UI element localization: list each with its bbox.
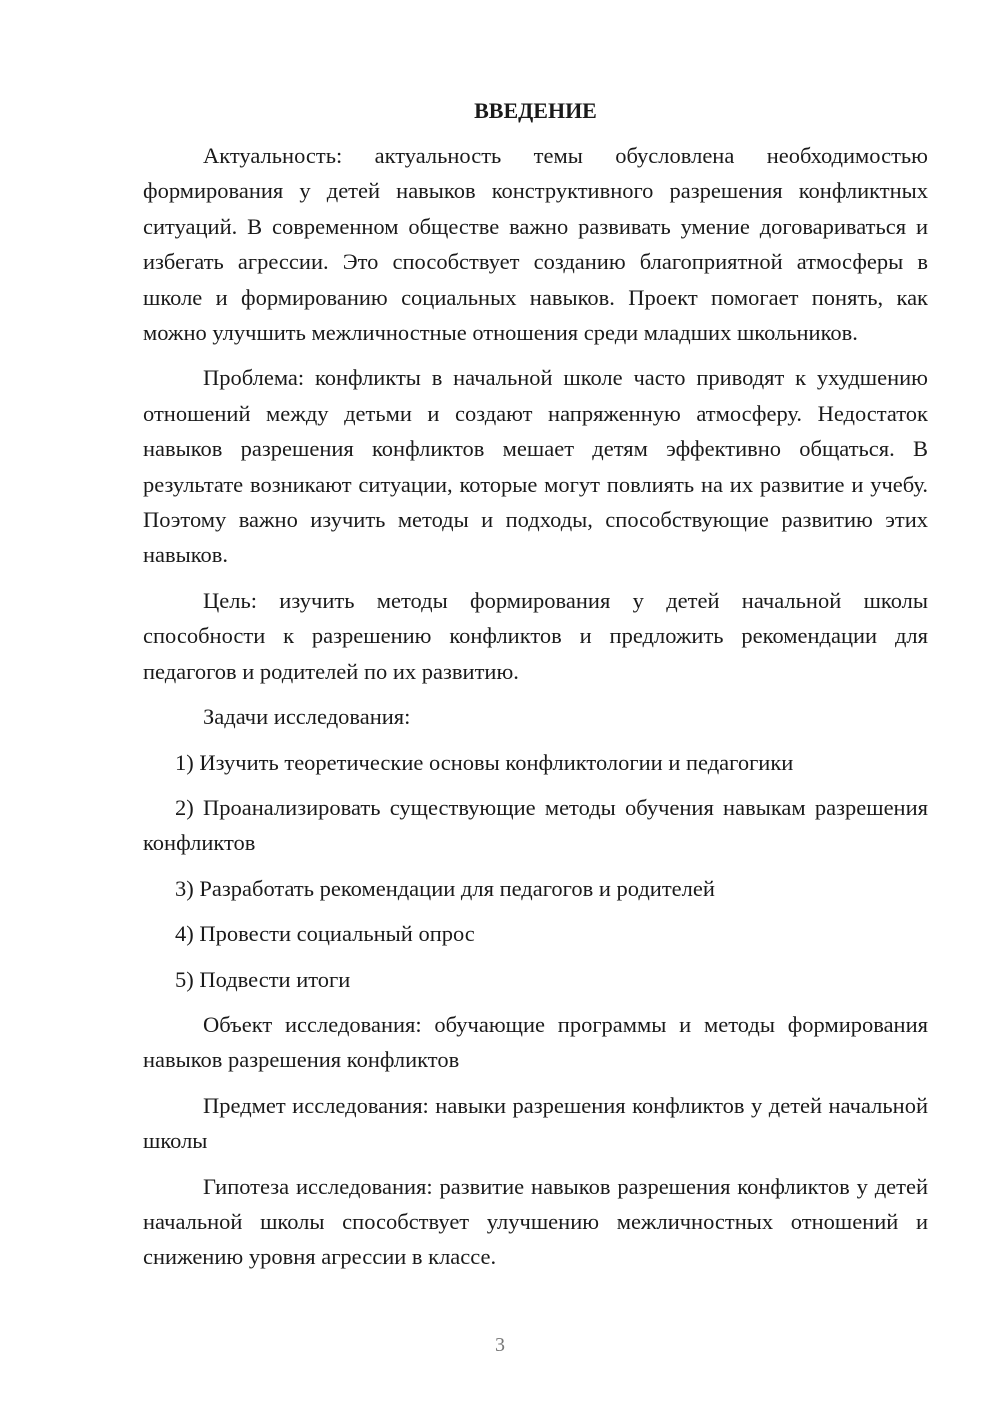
- task-item: 5) Подвести итоги: [175, 966, 351, 992]
- page-number: 3: [495, 1334, 505, 1356]
- relevance-paragraph: Актуальность: актуальность темы обусловлена необходимостью формирования у детей навыков конструктивного разрешения конфликтных ситуаций. В современном обществе важно развивать умение договариваться и избегать агрессии. Это способствует созданию благоприятной атмосферы в школе и формированию социальных навыков. Проект помогает понять, как можно улучшить межличностные отношения среди младших школьников.: [143, 143, 928, 346]
- task-item: 2) Проанализировать существующие методы обучения навыкам разрешения конфликтов: [143, 794, 928, 856]
- problem-paragraph: Проблема: конфликты в начальной школе часто приводят к ухудшению отношений между детьми и создают напряженную атмосферу. Недостаток навыков разрешения конфликтов мешает детям эффективно общаться. В результате возникают ситуации, которые могут повлиять на их развитие и учебу. Поэтому важно изучить методы и подходы, способствующие развитию этих навыков.: [143, 365, 928, 568]
- object-paragraph: Объект исследования: обучающие программы и методы формирования навыков разрешения конфликтов: [143, 1011, 928, 1073]
- document-page: [143, 96, 928, 1285]
- task-item: 4) Провести социальный опрос: [175, 921, 475, 947]
- task-item: 1) Изучить теоретические основы конфликтологии и педагогики: [175, 749, 794, 775]
- tasks-heading: Задачи исследования:: [203, 704, 411, 730]
- section-title: ВВЕДЕНИЕ: [474, 98, 597, 123]
- subject-paragraph: Предмет исследования: навыки разрешения конфликтов у детей начальной школы: [143, 1092, 928, 1154]
- goal-paragraph: Цель: изучить методы формирования у детей начальной школы способности к разрешению конфликтов и предложить рекомендации для педагогов и родителей по их развитию.: [143, 587, 928, 684]
- tasks-list: [143, 745, 928, 997]
- task-item: 3) Разработать рекомендации для педагогов и родителей: [175, 875, 715, 901]
- hypothesis-paragraph: Гипотеза исследования: развитие навыков разрешения конфликтов у детей начальной школы способствует улучшению межличностных отношений и снижению уровня агрессии в классе.: [143, 1173, 928, 1270]
